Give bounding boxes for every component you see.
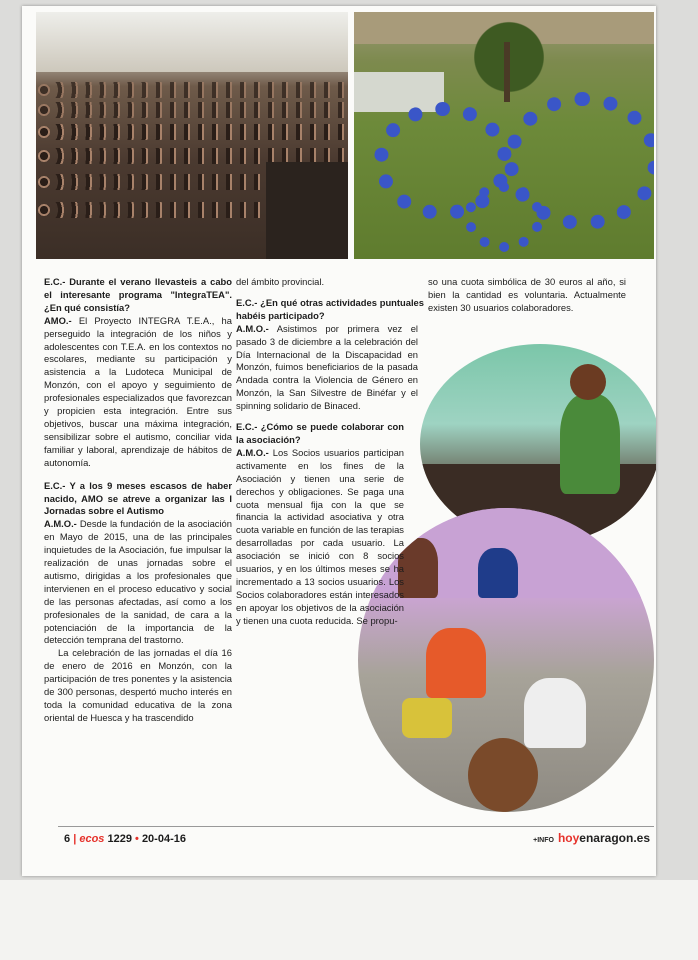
footer-website: [533, 831, 650, 845]
more-info-label: +INFO: [533, 837, 554, 844]
answer-integratea: [44, 315, 232, 470]
answer-actividades: [236, 323, 418, 413]
answer-colaborar: [236, 447, 404, 628]
answer-label: A.M.O.-: [236, 446, 269, 458]
page-number: 6: [64, 833, 71, 845]
site-tld: .es: [633, 831, 650, 845]
answer-label: A.M.O.-: [44, 518, 77, 530]
magazine-brand: ecos: [79, 833, 105, 845]
answer-label: A.M.O.-: [236, 322, 269, 334]
page-footer: [58, 826, 654, 849]
paragraph-cuota: so una cuota simbólica de 30 euros al año, si bien la cantidad es voluntaria. Actualmente existen 30 usuarios colaboradores.: [428, 276, 626, 313]
footer-bullet: •: [135, 833, 139, 845]
answer-text: Los Socios usuarios participan activamente en los fines de la Asociación y tienen una serie de derechos y obligaciones. Se paga una cuota mensual fija con la que se financia la actividad asociativa y otra cuota variable en función de las terapias desarrolladas por cada usuario. La asociación se inició con 8 socios usuarios, y en los últimos meses se ha incrementado a 13 socios usuarios. Los Socios colaboradores están interesados en apoyar los objetivos de la asociación y tienen una cuota reducida. Se propu-: [236, 446, 404, 626]
photo-children-in-park: [354, 12, 654, 259]
page-below: [0, 880, 698, 960]
answer-text: El Proyecto INTEGRA T.E.A., ha perseguido la integración de los niños y adolescentes con T.E.A. en los contextos no escolares, mediante su participación y asistencia a la Ludoteca Municipal de Monzón, con el apoyo y seguimiento de profesionales especializados que favorezcan y propicien esta integración. Entre sus objetivos, buscar una máxima integración, sensibilizar sobre el autismo, conciliar vida familiar y laboral, aprendizaje de hábitos de autonomía.: [44, 314, 232, 468]
article-column-3: [428, 276, 626, 315]
answer-jornadas: [44, 518, 232, 647]
issue-number: 1229: [107, 833, 132, 845]
answer-text: Desde la fundación de la asociación en Mayo de 2015, una de las principales inquietudes de la Asociación, fue impulsar la realización de unas jornadas sobre el autismo, dirigidas a los profesionales que intervienen en el proceso educativo y social de las personas afectadas, así como a los profesionales de la sanidad, de cara a la potenciación de la importancia de la detección temprana del trastorno.: [44, 518, 232, 646]
article-column-2: [236, 276, 424, 628]
paragraph-continued: del ámbito provincial.: [236, 276, 325, 287]
footer-issue-info: 6 | ecos 1229 • 20-04-16: [64, 833, 186, 845]
question-jornadas: E.C.- Y a los 9 meses escasos de haber nacido, AMO se atreve a organizar las I Jornadas sobre el Autismo: [44, 479, 232, 517]
site-hoy: hoy: [557, 831, 580, 845]
question-integratea: E.C.- Durante el verano llevasteis a cabo el interesante programa "IntegraTEA". ¿En qué consistía?: [44, 276, 232, 313]
issue-date: 20-04-16: [141, 833, 186, 845]
paragraph-celebracion: La celebración de las jornadas el día 16 de enero de 2016 en Monzón, con la participación de tres ponentes y la asistencia de 300 personas, despertó mucho interés en toda la comunidad educativa de la zona oriental de Huesca y ha trascendido: [44, 647, 232, 723]
article-column-1: [44, 276, 232, 725]
question-colaborar: E.C.- ¿Cómo se puede colaborar con la asociación?: [236, 421, 404, 445]
photo-conference-audience: [36, 12, 348, 259]
site-enaragon: enaragon: [579, 831, 634, 845]
answer-label: AMO.-: [44, 314, 72, 326]
answer-text: Asistimos por primera vez el pasado 3 de diciembre a la celebración del Día Internacional de la Discapacidad en Monzón, fuimos beneficiarios de la pasada Andada contra la Violencia de Género en Monzón, la San Silvestre de Binéfar y el spinning solidario de Binaced.: [236, 322, 418, 412]
question-actividades: E.C.- ¿En qué otras actividades puntuales habéis participado?: [236, 296, 424, 321]
